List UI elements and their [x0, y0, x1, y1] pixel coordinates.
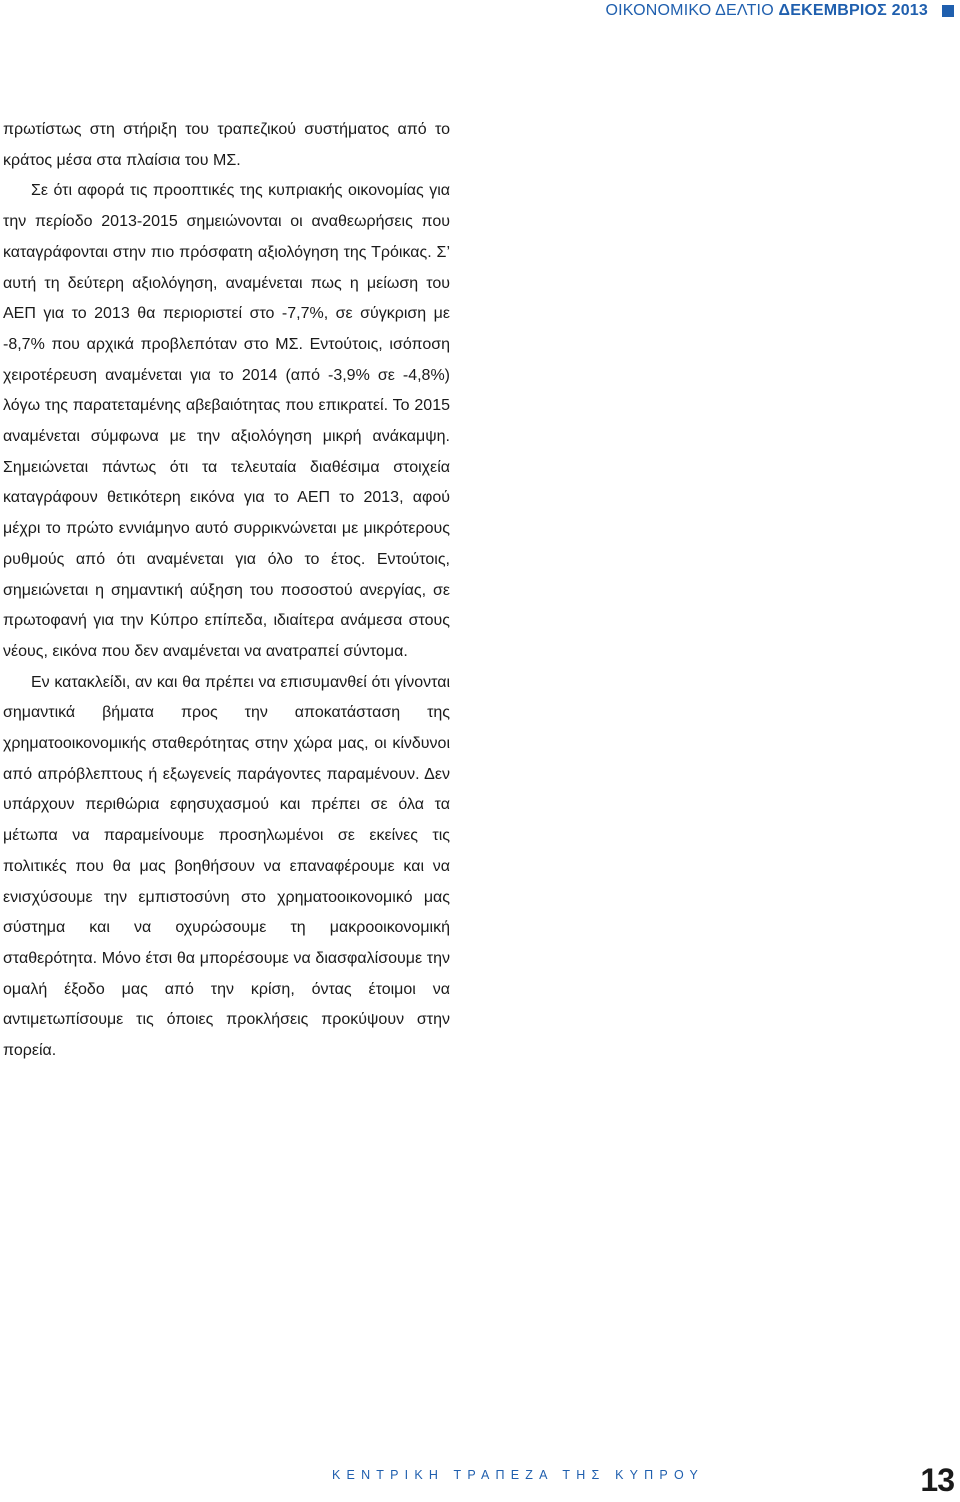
paragraph-continuation: πρωτίστως στη στήριξη του τραπεζικού συστήματος από το κράτος μέσα στα πλαίσια του ΜΣ. [3, 121, 450, 169]
publication-title [605, 2, 928, 20]
footer-organization: ΚΕΝΤΡΙΚΗ ΤΡΑΠΕΖΑ ΤΗΣ ΚΥΠΡΟΥ [332, 1468, 704, 1482]
publication-name: ΟΙΚΟΝΟΜΙΚΟ ΔΕΛΤΙΟ [605, 2, 774, 19]
paragraph-conclusion: Εν κατακλείδι, αν και θα πρέπει να επισυμανθεί ότι γίνονται σημαντικά βήματα προς την αποκατάσταση της χρηματοοικονομικής σταθερότητας στην χώρα μας, οι κίνδυνοι από απρόβλεπτους ή εξωγενείς παράγοντες παραμένουν. Δεν υπάρχουν περιθώρια εφησυχασμού και πρέπει σε όλα τα μέτωπα να παραμείνουμε προσηλωμένοι σε εκείνες τις πολιτικές που θα μας βοηθήσουν να επαναφέρουμε και να ενισχύσουμε την εμπιστοσύνη στο χρηματοοικονομικό μας σύστημα και να οχυρώσουμε τη μακροοικονομική σταθερότητα. Μόνο έτσι θα μπορέσουμε να διασφαλίσουμε την ομαλή έξοδο μας από την κρίση, όντας έτοιμοι να αντιμετωπίσουμε τις όποιες προκλήσεις προκύψουν στην πορεία. [3, 673, 450, 1060]
body-text-column [3, 115, 450, 1067]
page-header [605, 0, 960, 22]
issue-date: ΔΕΚΕΜΒΡΙΟΣ 2013 [778, 2, 928, 19]
page-number: 13 [920, 1462, 954, 1498]
header-square-marker [942, 5, 954, 17]
paragraph-outlook: Σε ότι αφορά τις προοπτικές της κυπριακής οικονομίας για την περίοδο 2013-2015 σημειώνονται οι αναθεωρήσεις που καταγράφονται στην πιο πρόσφατη αξιολόγηση της Τρόικας. Σ’ αυτή τη δεύτερη αξιολόγηση, αναμένεται πως η μείωση του ΑΕΠ για το 2013 θα περιοριστεί στο -7,7%, σε σύγκριση με -8,7% που αρχικά προβλεπόταν στο ΜΣ. Εντούτοις, ισόποση χειροτέρευση αναμένεται για το 2014 (από -3,9% σε -4,8%) λόγω της παρατεταμένης αβεβαιότητας που επικρατεί. Το 2015 αναμένεται σύμφωνα με την αξιολόγηση μικρή ανάκαμψη. Σημειώνεται πάντως ότι τα τελευταία διαθέσιμα στοιχεία καταγράφουν θετικότερη εικόνα για το ΑΕΠ το 2013, αφού μέχρι το πρώτο εννιάμηνο αυτό συρρικνώνεται με μικρότερους ρυθμούς από ότι αναμένεται για όλο το έτος. Εντούτοις, σημειώνεται η σημαντική αύξηση του ποσοστού ανεργίας, σε πρωτοφανή για την Κύπρο επίπεδα, ιδιαίτερα ανάμεσα στους νέους, εικόνα που δεν αναμένεται να ανατραπεί σύντομα. [3, 182, 450, 660]
